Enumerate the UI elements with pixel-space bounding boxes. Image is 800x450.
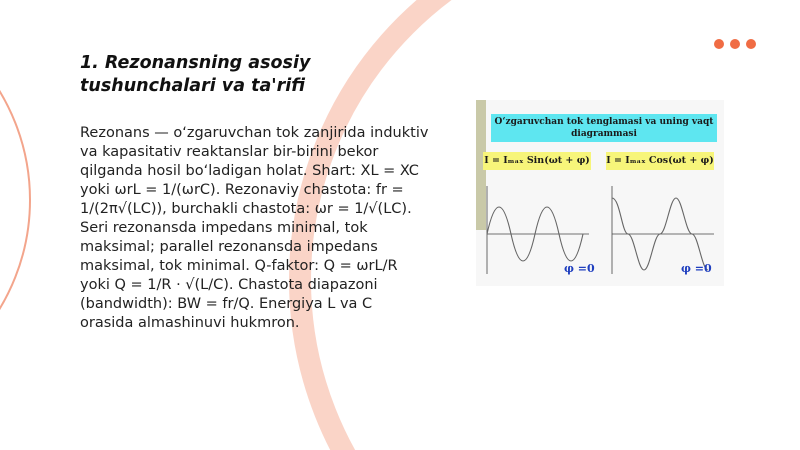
phase-label-left: φ =0 xyxy=(564,262,595,275)
cos-equation: I = Iₘₐₓ Cos(ωt + φ) xyxy=(606,152,714,170)
decorative-arc-left xyxy=(0,0,30,410)
accent-dots xyxy=(714,39,756,49)
accent-dot xyxy=(714,39,724,49)
figure-header: O‘zgaruvchan tok tenglamasi va uning vaqt diagrammasi xyxy=(491,114,717,142)
slide-title: 1. Rezonansning asosiy tushunchalari va ta'rifi xyxy=(80,53,311,96)
phase-label-right: φ =0 xyxy=(681,262,712,275)
sin-equation: I = Iₘₐₓ Sin(ωt + φ) xyxy=(483,152,591,170)
slide-body-text: Rezonans — o‘zgaruvchan tok zanjirida induktiv va kapasitativ reaktanslar bir-birini bekor qilganda hosil bo‘ladigan holat. Shart: XL = XC yoki ωrL = 1/(ωrC). Rezonaviy chastota: fr = 1/(2π√(LC)), burchakli chastota: ωr = 1/√(LC). Seri rezonansda impedans minimal, tok maksimal; parallel rezonansda impedans maksimal, tok minimal. Q-faktor: Q = ωrL/R yoki Q = 1/R · √(L/C). Chastota diapazoni (bandwidth): BW = fr/Q. Energiya L va C orasida almashinuvi hukmron. xyxy=(80,125,429,331)
accent-dot xyxy=(746,39,756,49)
ac-current-diagram xyxy=(476,100,724,286)
accent-dot xyxy=(730,39,740,49)
